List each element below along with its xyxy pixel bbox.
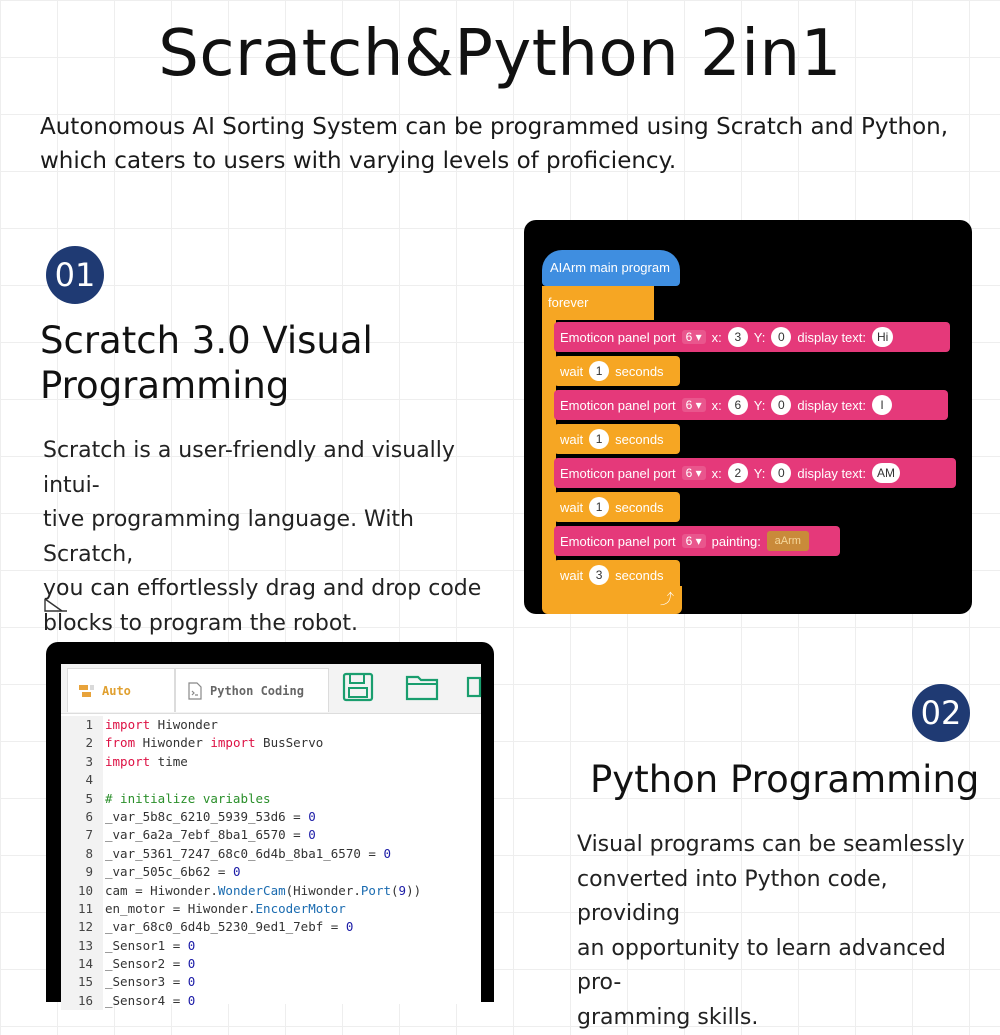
code-line[interactable] bbox=[61, 863, 481, 881]
port-dropdown[interactable]: 6 ▾ bbox=[682, 398, 706, 412]
unit-label: seconds bbox=[615, 500, 663, 515]
block-label: wait bbox=[560, 432, 583, 447]
editor-toolbar bbox=[61, 664, 481, 714]
folder-icon[interactable] bbox=[405, 672, 439, 702]
line-number: 10 bbox=[61, 882, 103, 900]
code-text: _Sensor1 = 0 bbox=[103, 937, 195, 955]
page-title: Scratch&Python 2in1 bbox=[0, 14, 1000, 94]
code-text: _var_505c_6b62 = 0 bbox=[103, 863, 240, 881]
code-line[interactable] bbox=[61, 955, 481, 973]
emoticon-display-block[interactable] bbox=[554, 390, 948, 420]
python-heading: Python Programming bbox=[590, 756, 990, 804]
painting-label: painting: bbox=[712, 534, 761, 549]
line-number: 15 bbox=[61, 973, 103, 991]
code-line[interactable] bbox=[61, 753, 481, 771]
scratch-description bbox=[43, 434, 503, 641]
code-line[interactable] bbox=[61, 900, 481, 918]
code-text: en_motor = Hiwonder.EncoderMotor bbox=[103, 900, 346, 918]
port-dropdown[interactable]: 6 ▾ bbox=[682, 330, 706, 344]
line-number: 13 bbox=[61, 937, 103, 955]
code-text: _var_5361_7247_68c0_6d4b_8ba1_6570 = 0 bbox=[103, 845, 391, 863]
code-line[interactable] bbox=[61, 808, 481, 826]
code-text: import time bbox=[103, 753, 188, 771]
scratch-heading bbox=[40, 318, 510, 408]
code-line[interactable] bbox=[61, 734, 481, 752]
x-input[interactable]: 6 bbox=[728, 395, 748, 415]
desc-line: gramming skills. bbox=[577, 1001, 987, 1035]
heading-line: Scratch 3.0 Visual bbox=[40, 318, 510, 363]
seconds-input[interactable]: 1 bbox=[589, 429, 609, 449]
tab-python-label: Python Coding bbox=[210, 684, 304, 698]
heading-line: Programming bbox=[40, 363, 510, 408]
code-text: _var_5b8c_6210_5939_53d6 = 0 bbox=[103, 808, 316, 826]
block-label: wait bbox=[560, 500, 583, 515]
code-line[interactable] bbox=[61, 790, 481, 808]
desc-line: you can effortlessly drag and drop code bbox=[43, 572, 503, 607]
y-label: Y: bbox=[754, 398, 766, 413]
line-number: 7 bbox=[61, 826, 103, 844]
text-label: display text: bbox=[797, 398, 866, 413]
text-label: display text: bbox=[797, 330, 866, 345]
intro-line: which caters to users with varying levels of proficiency. bbox=[40, 144, 980, 178]
seconds-input[interactable]: 1 bbox=[589, 497, 609, 517]
seconds-input[interactable]: 1 bbox=[589, 361, 609, 381]
code-text: _var_6a2a_7ebf_8ba1_6570 = 0 bbox=[103, 826, 316, 844]
block-label: Emoticon panel port bbox=[560, 466, 676, 481]
y-input[interactable]: 0 bbox=[771, 395, 791, 415]
line-number: 14 bbox=[61, 955, 103, 973]
python-editor-screen bbox=[61, 664, 481, 1004]
line-number: 1 bbox=[61, 716, 103, 734]
code-line[interactable] bbox=[61, 716, 481, 734]
code-area[interactable] bbox=[61, 716, 481, 1010]
intro-line: Autonomous AI Sorting System can be programmed using Scratch and Python, bbox=[40, 110, 980, 144]
code-line[interactable] bbox=[61, 826, 481, 844]
line-number: 2 bbox=[61, 734, 103, 752]
painting-swatch[interactable]: aArm bbox=[767, 531, 809, 551]
python-file-icon bbox=[186, 682, 204, 700]
emoticon-display-block[interactable] bbox=[554, 458, 956, 488]
scratch-editor-screenshot bbox=[524, 220, 972, 614]
intro-text bbox=[40, 110, 980, 178]
x-input[interactable]: 2 bbox=[728, 463, 748, 483]
line-number: 5 bbox=[61, 790, 103, 808]
block-label: wait bbox=[560, 568, 583, 583]
code-line[interactable] bbox=[61, 845, 481, 863]
code-text: from Hiwonder import BusServo bbox=[103, 734, 323, 752]
text-label: display text: bbox=[797, 466, 866, 481]
text-input[interactable]: AM bbox=[872, 463, 900, 483]
y-input[interactable]: 0 bbox=[771, 327, 791, 347]
text-input[interactable]: I bbox=[872, 395, 892, 415]
tab-python-coding[interactable] bbox=[175, 668, 329, 712]
code-line[interactable] bbox=[61, 918, 481, 936]
code-line[interactable] bbox=[61, 771, 481, 789]
toolbar-edge-icon[interactable] bbox=[466, 672, 500, 702]
x-label: x: bbox=[712, 398, 722, 413]
text-input[interactable]: Hi bbox=[872, 327, 893, 347]
x-label: x: bbox=[712, 466, 722, 481]
code-line[interactable] bbox=[61, 937, 481, 955]
code-text: cam = Hiwonder.WonderCam(Hiwonder.Port(9)) bbox=[103, 882, 421, 900]
x-input[interactable]: 3 bbox=[728, 327, 748, 347]
block-label: Emoticon panel port bbox=[560, 398, 676, 413]
wait-block[interactable] bbox=[554, 492, 680, 522]
tab-auto[interactable] bbox=[67, 668, 175, 712]
section-number-badge: 02 bbox=[912, 684, 970, 742]
wait-block[interactable] bbox=[554, 424, 680, 454]
desc-line: blocks to program the robot. bbox=[43, 607, 503, 642]
line-number: 3 bbox=[61, 753, 103, 771]
y-label: Y: bbox=[754, 466, 766, 481]
line-number: 16 bbox=[61, 992, 103, 1010]
code-text bbox=[103, 771, 105, 789]
block-label: Emoticon panel port bbox=[560, 330, 676, 345]
port-dropdown[interactable]: 6 ▾ bbox=[682, 466, 706, 480]
desc-line: an opportunity to learn advanced pro- bbox=[577, 932, 987, 1001]
line-number: 8 bbox=[61, 845, 103, 863]
code-text: # initialize variables bbox=[103, 790, 271, 808]
wait-block[interactable] bbox=[554, 560, 680, 590]
unit-label: seconds bbox=[615, 432, 663, 447]
emoticon-painting-block[interactable] bbox=[554, 526, 840, 556]
forever-block[interactable]: forever bbox=[542, 286, 654, 320]
desc-line: Scratch is a user-friendly and visually intui- bbox=[43, 434, 503, 503]
x-label: x: bbox=[712, 330, 722, 345]
code-text: _Sensor3 = 0 bbox=[103, 973, 195, 991]
code-text: _var_68c0_6d4b_5230_9ed1_7ebf = 0 bbox=[103, 918, 353, 936]
loop-arrow-icon: ⤴ bbox=[660, 589, 674, 609]
code-text: _Sensor2 = 0 bbox=[103, 955, 195, 973]
code-text: import Hiwonder bbox=[103, 716, 218, 734]
line-number: 11 bbox=[61, 900, 103, 918]
unit-label: seconds bbox=[615, 364, 663, 379]
section-number-badge: 01 bbox=[46, 246, 104, 304]
code-line[interactable] bbox=[61, 973, 481, 991]
code-text: _Sensor4 = 0 bbox=[103, 992, 195, 1010]
save-icon[interactable] bbox=[341, 672, 375, 702]
hat-block-main-program[interactable]: AIArm main program bbox=[542, 250, 680, 286]
python-description bbox=[577, 828, 987, 1035]
seconds-input[interactable]: 3 bbox=[589, 565, 609, 585]
block-label: Emoticon panel port bbox=[560, 534, 676, 549]
python-editor-screenshot bbox=[46, 642, 494, 1002]
line-number: 4 bbox=[61, 771, 103, 789]
corner-triangle-icon bbox=[44, 598, 68, 612]
line-number: 9 bbox=[61, 863, 103, 881]
line-number: 6 bbox=[61, 808, 103, 826]
emoticon-display-block[interactable] bbox=[554, 322, 950, 352]
code-line[interactable] bbox=[61, 992, 481, 1010]
tab-auto-label: Auto bbox=[102, 684, 131, 698]
block-label: wait bbox=[560, 364, 583, 379]
unit-label: seconds bbox=[615, 568, 663, 583]
wait-block[interactable] bbox=[554, 356, 680, 386]
forever-block-bottom bbox=[542, 586, 682, 614]
desc-line: Visual programs can be seamlessly bbox=[577, 828, 987, 863]
y-label: Y: bbox=[754, 330, 766, 345]
desc-line: tive programming language. With Scratch, bbox=[43, 503, 503, 572]
port-dropdown[interactable]: 6 ▾ bbox=[682, 534, 706, 548]
y-input[interactable]: 0 bbox=[771, 463, 791, 483]
code-line[interactable] bbox=[61, 882, 481, 900]
desc-line: converted into Python code, providing bbox=[577, 863, 987, 932]
auto-blocks-icon bbox=[78, 683, 96, 699]
line-number: 12 bbox=[61, 918, 103, 936]
